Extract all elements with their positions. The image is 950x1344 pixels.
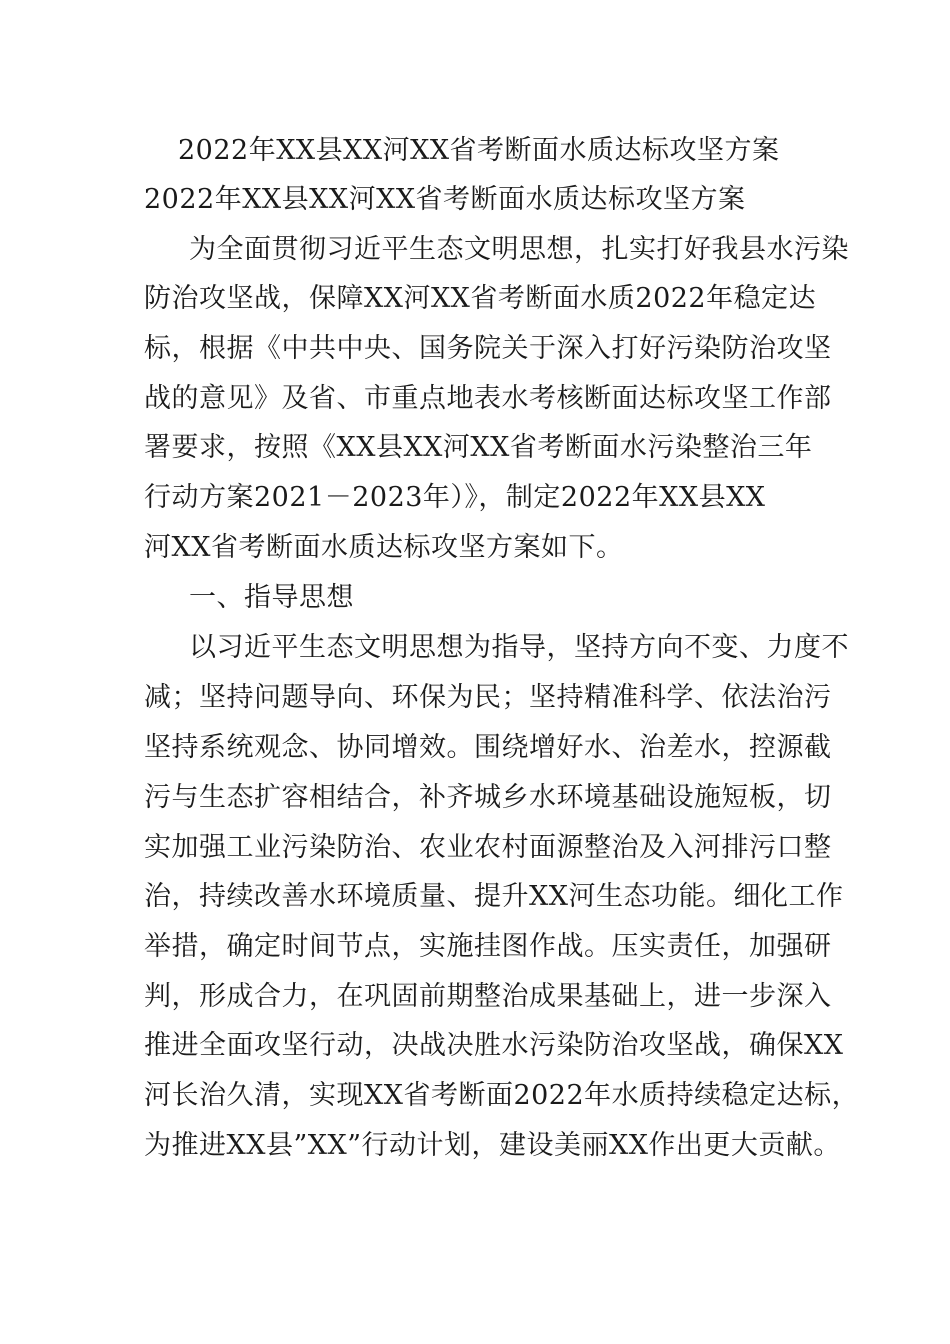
intro-paragraph-line: 为全面贯彻习近平生态文明思想，扎实打好我县水污染: [189, 234, 849, 265]
intro-paragraph-line: 标，根据《中共中央、国务院关于深入打好污染防治攻坚: [144, 333, 832, 364]
section-paragraph-line: 实加强工业污染防治、农业农村面源整治及入河排污口整: [144, 832, 832, 863]
section-paragraph-line: 判，形成合力，在巩固前期整治成果基础上，进一步深入: [144, 981, 832, 1012]
section-paragraph-line: 推进全面攻坚行动，决战决胜水污染防治攻坚战，确保XX: [144, 1030, 844, 1061]
document-title-line-2: 2022年XX县XX河XX省考断面水质达标攻坚方案: [144, 184, 746, 215]
intro-paragraph-line: 河XX省考断面水质达标攻坚方案如下。: [144, 532, 624, 563]
intro-paragraph-line: 行动方案2021－2023年）》，制定2022年XX县XX: [144, 482, 766, 513]
document-title-line-1: 2022年XX县XX河XX省考断面水质达标攻坚方案: [178, 135, 780, 166]
section-paragraph-line: 减；坚持问题导向、环保为民；坚持精准科学、依法治污: [144, 682, 832, 713]
section-paragraph-line: 治，持续改善水环境质量、提升XX河生态功能。细化工作: [144, 881, 844, 912]
section-paragraph-line: 坚持系统观念、协同增效。围绕增好水、治差水，控源截: [144, 732, 832, 763]
section-paragraph-line: 举措，确定时间节点，实施挂图作战。压实责任，加强研: [144, 931, 832, 962]
intro-paragraph-line: 署要求，按照《XX县XX河XX省考断面水污染整治三年: [144, 432, 813, 463]
section-paragraph-line: 污与生态扩容相结合，补齐城乡水环境基础设施短板，切: [144, 782, 832, 813]
section-paragraph-line: 为推进XX县”XX”行动计划，建设美丽XX作出更大贡献。: [144, 1130, 841, 1161]
section-paragraph-line: 河长治久清，实现XX省考断面2022年水质持续稳定达标，: [144, 1080, 860, 1111]
intro-paragraph-line: 战的意见》及省、市重点地表水考核断面达标攻坚工作部: [144, 383, 832, 414]
intro-paragraph-line: 防治攻坚战，保障XX河XX省考断面水质2022年稳定达: [144, 283, 817, 314]
section-paragraph-line: 以习近平生态文明思想为指导，坚持方向不变、力度不: [189, 632, 849, 663]
section-heading: 一、指导思想: [189, 582, 354, 613]
